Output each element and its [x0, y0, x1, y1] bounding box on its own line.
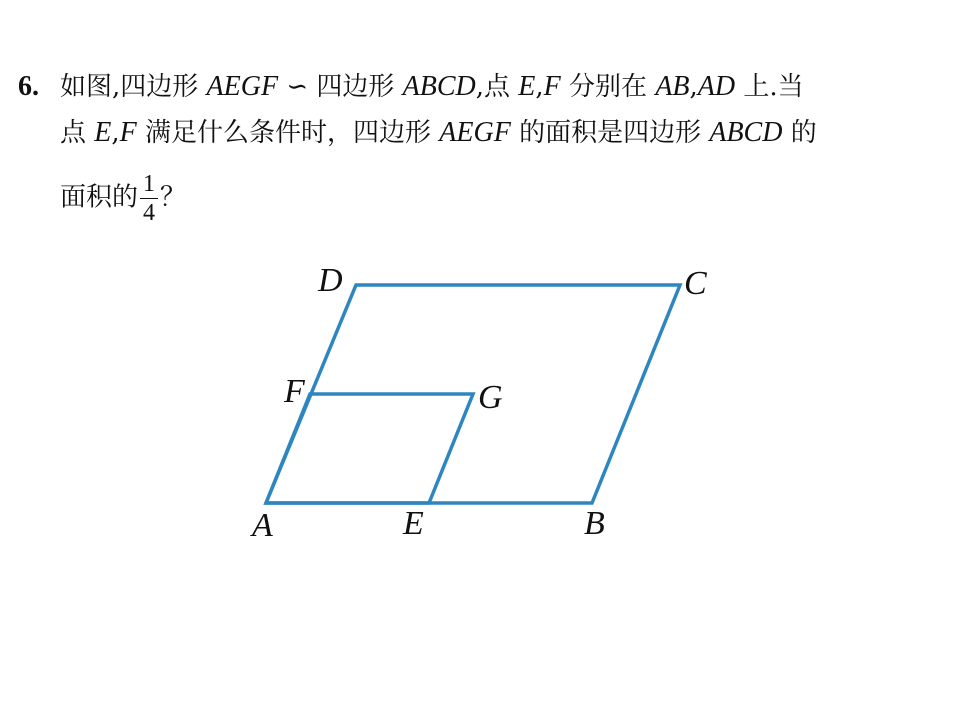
math-term-line2-3: F [119, 117, 137, 148]
problem-line-3 [60, 170, 938, 227]
math-term-line2-5: AEGF [439, 117, 511, 148]
math-term-line1-7: F [543, 71, 561, 102]
vertex-label-f: F [284, 373, 305, 410]
vertex-label-b: B [584, 505, 605, 542]
text-segment-line1-6: , [535, 72, 544, 102]
problem-number: 6. [18, 71, 39, 102]
math-term-line2-1: E [94, 117, 112, 148]
text-segment-line1-4: ,点 [475, 72, 519, 102]
text-segment-line2-2: , [111, 118, 120, 148]
problem-line-3-suffix: ？ [160, 182, 187, 213]
fraction-denominator: 4 [143, 200, 156, 226]
text-segment-line1-2: ∽ 四边形 [278, 72, 403, 102]
fraction-numerator: 1 [140, 170, 158, 199]
geometry-figure [240, 250, 720, 560]
math-term-line1-9: AB [655, 71, 690, 102]
text-segment-line1-10: , [689, 72, 698, 102]
math-term-line1-11: AD [697, 71, 736, 102]
vertex-label-d: D [318, 262, 343, 299]
math-term-line1-5: E [518, 71, 536, 102]
parallelogram-aegf [266, 394, 473, 503]
vertex-label-g: G [478, 379, 503, 416]
problem-line-2 [60, 110, 938, 156]
vertex-label-a: A [252, 507, 273, 544]
text-segment-line1-12: 上.当 [735, 72, 804, 102]
vertex-label-e: E [403, 505, 424, 542]
text-segment-line2-6: 的面积是四边形 [510, 118, 710, 148]
fraction-one-quarter [140, 170, 158, 227]
math-term-line2-7: ABCD [709, 117, 783, 148]
problem-line-1 [60, 64, 938, 110]
problem-line-3-prefix: 面积的 [60, 182, 139, 213]
math-term-line1-1: AEGF [206, 71, 279, 102]
text-segment-line1-0: 如图,四边形 [60, 72, 207, 102]
text-segment-line2-8: 的 [782, 118, 817, 148]
text-segment-line1-8: 分别在 [560, 72, 656, 102]
math-term-line1-3: ABCD [402, 71, 476, 102]
vertex-label-c: C [684, 265, 707, 302]
text-segment-line2-4: 满足什么条件时，四边形 [136, 118, 440, 148]
text-segment-line2-0: 点 [60, 118, 95, 148]
problem-statement [18, 64, 938, 227]
